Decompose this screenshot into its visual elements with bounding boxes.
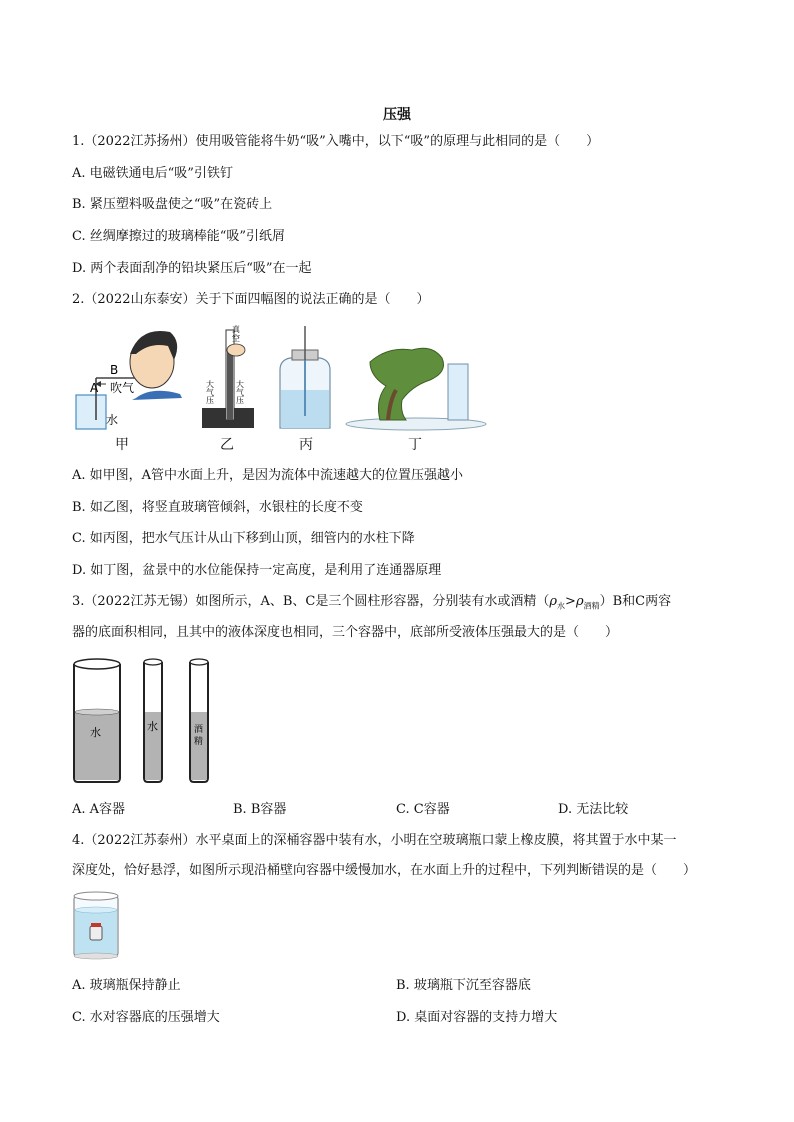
q4-figure: [70, 890, 130, 962]
figure-ding: [346, 348, 486, 430]
rho-sub-alcohol: 酒精: [583, 601, 600, 611]
q2-option-c[interactable]: C. 如丙图，把水气压计从山下移到山顶，细管内的水柱下降: [72, 531, 415, 546]
q1-option-a[interactable]: A. 电磁铁通电后“吸”引铁钉: [72, 166, 233, 181]
container-a-label: 水: [90, 726, 101, 739]
jia-beaker: [76, 395, 106, 429]
q3-option-b[interactable]: B. B容器: [233, 802, 287, 817]
q1-option-d[interactable]: D. 两个表面刮净的铅块紧压后“吸”在一起: [72, 261, 312, 276]
rho-water: ρ: [549, 594, 558, 609]
rho-sub-water: 水: [557, 601, 566, 611]
caption-yi: 乙: [220, 437, 234, 453]
caption-ding: 丁: [408, 437, 422, 453]
q1-stem: 1.（2022江苏扬州）使用吸管能将牛奶“吸”入嘴中，以下“吸”的原理与此相同的是（ ）: [72, 134, 600, 149]
container-b-label: 水: [147, 720, 158, 733]
q3-option-c[interactable]: C. C容器: [396, 802, 450, 817]
gt-sign: >: [565, 594, 576, 609]
container-c-label-1: 酒: [194, 725, 204, 735]
yi-vacuum-1: 真: [232, 325, 240, 334]
figure-jia: [76, 331, 182, 429]
yi-atm-left: 大气压: [205, 380, 215, 404]
q4-option-a[interactable]: A. 玻璃瓶保持静止: [72, 978, 181, 993]
q3-stem-a: 3.（2022江苏无锡）如图所示，A、B、C是三个圆柱形容器，分别装有水或酒精（: [72, 594, 550, 609]
container-c: [190, 659, 208, 782]
q4-rubber-membrane: [91, 923, 101, 927]
ding-bottle: [448, 364, 468, 420]
q4-option-b[interactable]: B. 玻璃瓶下沉至容器底: [396, 978, 531, 993]
q1-option-b[interactable]: B. 紧压塑料吸盘使之“吸”在瓷砖上: [72, 197, 273, 212]
container-a-water: [75, 712, 119, 780]
q4-stem-line2: 深度处，恰好悬浮，如图所示现沿桶壁向容器中缓慢加水，在水面上升的过程中，下列判断错误的是（ ）: [72, 863, 697, 878]
yi-atm-right: 大气压: [235, 380, 245, 404]
q3-stem-line1: [72, 593, 671, 616]
jia-label-blow: 吹气: [110, 381, 135, 395]
q3-option-a[interactable]: A. A容器: [72, 802, 126, 817]
q4-option-c[interactable]: C. 水对容器底的压强增大: [72, 1010, 220, 1025]
q4-stem-line1: 4.（2022江苏泰州）水平桌面上的深桶容器中装有水，小明在空玻璃瓶口蒙上橡皮膜，将其置于水中某一: [72, 833, 677, 848]
q2-option-b[interactable]: B. 如乙图，将竖直玻璃管倾斜，水银柱的长度不变: [72, 500, 363, 515]
q2-stem: 2.（2022山东泰安）关于下面四幅图的说法正确的是（ ）: [72, 292, 430, 307]
q3-stem-line2: 器的底面积相同，且其中的液体深度也相同，三个容器中，底部所受液体压强最大的是（ ）: [72, 625, 619, 640]
q2-option-d[interactable]: D. 如丁图，盆景中的水位能保持一定高度，是利用了连通器原理: [72, 563, 442, 578]
figure-yi: [202, 324, 254, 428]
yi-mercury-column: [227, 350, 233, 420]
q3-figure: [70, 652, 220, 788]
jia-label-b: B: [110, 363, 119, 377]
yi-vacuum-2: 空: [232, 334, 240, 343]
ding-tree: [370, 348, 444, 420]
container-c-label-2: 精: [194, 737, 204, 747]
q3-option-d[interactable]: D. 无法比较: [558, 802, 629, 817]
caption-jia: 甲: [115, 437, 129, 453]
q3-stem-b: ）B和C两容: [599, 594, 672, 609]
jia-label-water: 水: [106, 413, 119, 427]
caption-bing: 丙: [299, 437, 313, 453]
page-title: 压强: [383, 107, 411, 123]
boy-shirt: [132, 391, 182, 400]
jia-label-a: A: [90, 381, 99, 395]
q2-option-a[interactable]: A. 如甲图，A管中水面上升，是因为流体中流速越大的位置压强越小: [72, 468, 464, 483]
q4-option-d[interactable]: D. 桌面对容器的支持力增大: [396, 1010, 558, 1025]
rho-alcohol: ρ: [575, 594, 584, 609]
yi-hand: [227, 344, 245, 356]
container-a: [74, 659, 120, 782]
q1-option-c[interactable]: C. 丝绸摩擦过的玻璃棒能“吸”引纸屑: [72, 229, 286, 244]
q4-glass-bottle: [90, 926, 102, 940]
figure-bing: [280, 326, 330, 428]
container-b: [144, 659, 162, 782]
